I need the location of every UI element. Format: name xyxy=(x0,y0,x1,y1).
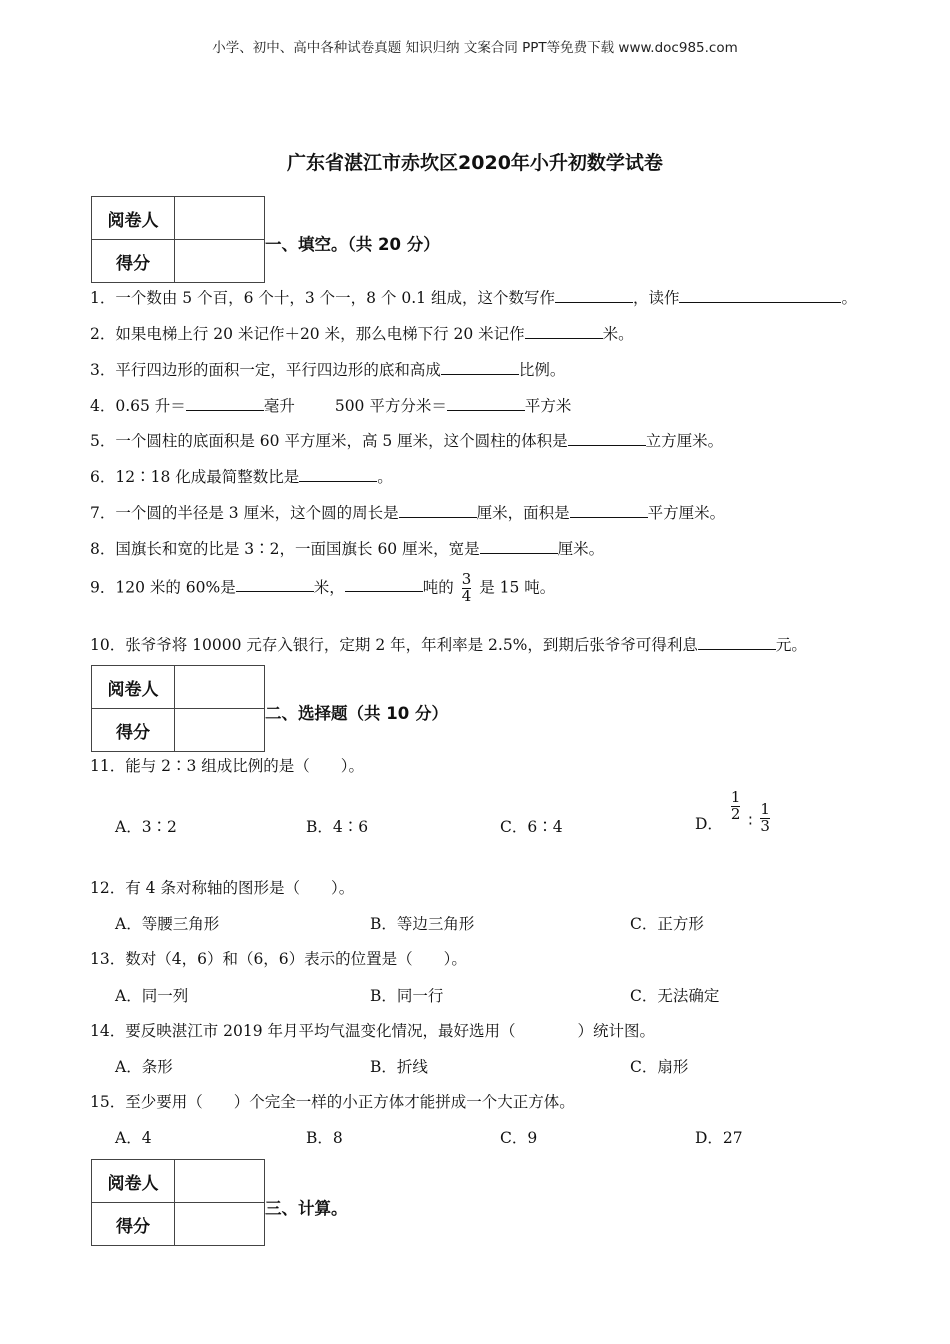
q6-text-2: 。 xyxy=(377,468,393,486)
q7-blank-1[interactable] xyxy=(399,502,477,518)
q9-blank-2[interactable] xyxy=(345,576,423,592)
page-title: 广东省湛江市赤坎区2020年小升初数学试卷 xyxy=(287,152,663,174)
section-3-title: 三、计算。 xyxy=(265,1199,348,1218)
question-13: 13．数对（4，6）和（6，6）表示的位置是（ ）。 xyxy=(90,950,467,968)
q8-text-2: 厘米。 xyxy=(557,540,605,558)
q2-text: 2．如果电梯上行 20 米记作＋20 米，那么电梯下行 20 米记作 xyxy=(90,325,525,343)
q11-option-a[interactable]: A．3∶2 xyxy=(115,818,177,836)
q10-blank[interactable] xyxy=(698,634,776,650)
q5-text-2: 立方厘米。 xyxy=(645,432,724,450)
q10-text: 10．张爷爷将 10000 元存入银行，定期 2 年，年利率是 2.5%，到期后张爷爷可得利息 xyxy=(90,636,698,654)
q2-blank[interactable] xyxy=(525,323,603,339)
q11-d-denominator-1: 2 xyxy=(730,804,741,823)
q12-option-a[interactable]: A．等腰三角形 xyxy=(115,915,220,933)
question-1 xyxy=(90,286,857,308)
q9-text-4: 是 15 吨。 xyxy=(479,578,556,597)
question-4 xyxy=(90,394,571,416)
q11-d-fraction-2 xyxy=(760,802,770,835)
question-12: 12．有 4 条对称轴的图形是（ ）。 xyxy=(90,879,355,897)
question-14: 14．要反映湛江市 2019 年月平均气温变化情况，最好选用（ ）统计图。 xyxy=(90,1022,656,1040)
q11-d-fraction-1 xyxy=(731,790,741,823)
q11-d-label: D． xyxy=(695,815,723,833)
q1-blank-2[interactable] xyxy=(679,287,841,303)
score-label: 得分 xyxy=(92,709,175,752)
score-label: 得分 xyxy=(92,1203,175,1246)
q3-blank[interactable] xyxy=(441,359,519,375)
score-cell[interactable] xyxy=(175,709,265,752)
q12-option-b[interactable]: B．等边三角形 xyxy=(370,915,475,933)
q1-text-2: ，读作 xyxy=(632,289,680,307)
q5-blank[interactable] xyxy=(568,430,646,446)
question-5 xyxy=(90,429,723,451)
q4-text-4: 平方米 xyxy=(524,397,572,415)
q15-option-b[interactable]: B．8 xyxy=(306,1129,343,1147)
question-9 xyxy=(90,572,555,605)
section-1-title: 一、填空。（共 20 分） xyxy=(265,235,440,254)
q1-blank-1[interactable] xyxy=(555,287,633,303)
reviewer-label: 阅卷人 xyxy=(92,666,175,709)
q9-fraction xyxy=(462,572,472,605)
question-11: 11．能与 2∶3 组成比例的是（ ）。 xyxy=(90,757,365,775)
question-3 xyxy=(90,358,565,380)
score-label: 得分 xyxy=(92,240,175,283)
q4-text-3: 500 平方分米＝ xyxy=(334,397,447,415)
question-6 xyxy=(90,465,393,487)
reviewer-cell[interactable] xyxy=(175,1160,265,1203)
question-2 xyxy=(90,322,634,344)
q4-blank-2[interactable] xyxy=(447,395,525,411)
reviewer-label: 阅卷人 xyxy=(92,1160,175,1203)
q3-text: 3．平行四边形的面积一定，平行四边形的底和高成 xyxy=(90,361,441,379)
reviewer-label: 阅卷人 xyxy=(92,197,175,240)
question-10 xyxy=(90,633,807,655)
q11-option-b[interactable]: B．4∶6 xyxy=(306,818,369,836)
score-box-1 xyxy=(91,196,265,283)
reviewer-cell[interactable] xyxy=(175,197,265,240)
q3-text-2: 比例。 xyxy=(518,361,566,379)
score-box-3 xyxy=(91,1159,265,1246)
q15-option-c[interactable]: C．9 xyxy=(500,1129,538,1147)
q7-text-3: 平方厘米。 xyxy=(647,504,726,522)
q11-d-colon: ∶ xyxy=(748,812,753,830)
q11-option-d[interactable] xyxy=(695,790,773,835)
q4-text-2: 毫升 xyxy=(263,397,295,415)
q4-text: 4．0.65 升＝ xyxy=(90,397,186,415)
q1-text-3: 。 xyxy=(841,289,857,307)
q13-option-b[interactable]: B．同一行 xyxy=(370,987,444,1005)
q9-numerator: 3 xyxy=(461,570,472,588)
q11-d-numerator-1: 1 xyxy=(730,788,741,806)
q7-text-2: 厘米，面积是 xyxy=(476,504,570,522)
q14-option-c[interactable]: C．扇形 xyxy=(630,1058,689,1076)
q9-denominator: 4 xyxy=(461,586,472,605)
question-15: 15．至少要用（ ）个完全一样的小正方体才能拼成一个大正方体。 xyxy=(90,1093,575,1111)
reviewer-cell[interactable] xyxy=(175,666,265,709)
q13-option-c[interactable]: C．无法确定 xyxy=(630,987,720,1005)
q13-option-a[interactable]: A．同一列 xyxy=(115,987,189,1005)
q6-blank[interactable] xyxy=(299,466,377,482)
q15-option-a[interactable]: A．4 xyxy=(115,1129,152,1147)
q5-text: 5．一个圆柱的底面积是 60 平方厘米，高 5 厘米，这个圆柱的体积是 xyxy=(90,432,568,450)
score-box-2 xyxy=(91,665,265,752)
q4-blank-1[interactable] xyxy=(186,395,264,411)
q14-option-b[interactable]: B．折线 xyxy=(370,1058,428,1076)
q14-option-a[interactable]: A．条形 xyxy=(115,1058,173,1076)
q11-d-numerator-2: 1 xyxy=(760,800,770,818)
q7-text: 7．一个圆的半径是 3 厘米，这个圆的周长是 xyxy=(90,504,399,522)
q1-text: 1．一个数由 5 个百，6 个十，3 个一，8 个 0.1 组成，这个数写作 xyxy=(90,289,555,307)
q6-text: 6．12∶18 化成最简整数比是 xyxy=(90,468,300,486)
q11-option-c[interactable]: C．6∶4 xyxy=(500,818,563,836)
q7-blank-2[interactable] xyxy=(570,502,648,518)
q8-text: 8．国旗长和宽的比是 3∶2，一面国旗长 60 厘米，宽是 xyxy=(90,540,480,558)
q9-text: 9．120 米的 60%是 xyxy=(90,578,236,597)
question-8 xyxy=(90,537,604,559)
q11-d-denominator-2: 3 xyxy=(760,816,770,835)
q9-text-2: 米， xyxy=(313,578,345,597)
score-cell[interactable] xyxy=(175,240,265,283)
q9-blank-1[interactable] xyxy=(236,576,314,592)
q8-blank[interactable] xyxy=(480,538,558,554)
q9-text-3: 吨的 xyxy=(422,578,454,597)
section-2-title: 二、选择题（共 10 分） xyxy=(265,704,448,723)
score-cell[interactable] xyxy=(175,1203,265,1246)
q12-option-c[interactable]: C．正方形 xyxy=(630,915,704,933)
q2-text-2: 米。 xyxy=(602,325,634,343)
question-7 xyxy=(90,501,725,523)
page-header: 小学、初中、高中各种试卷真题 知识归纳 文案合同 PPT等免费下载 www.doc985.com xyxy=(212,40,738,56)
q15-option-d[interactable]: D．27 xyxy=(695,1129,743,1147)
q10-text-2: 元。 xyxy=(775,636,807,654)
